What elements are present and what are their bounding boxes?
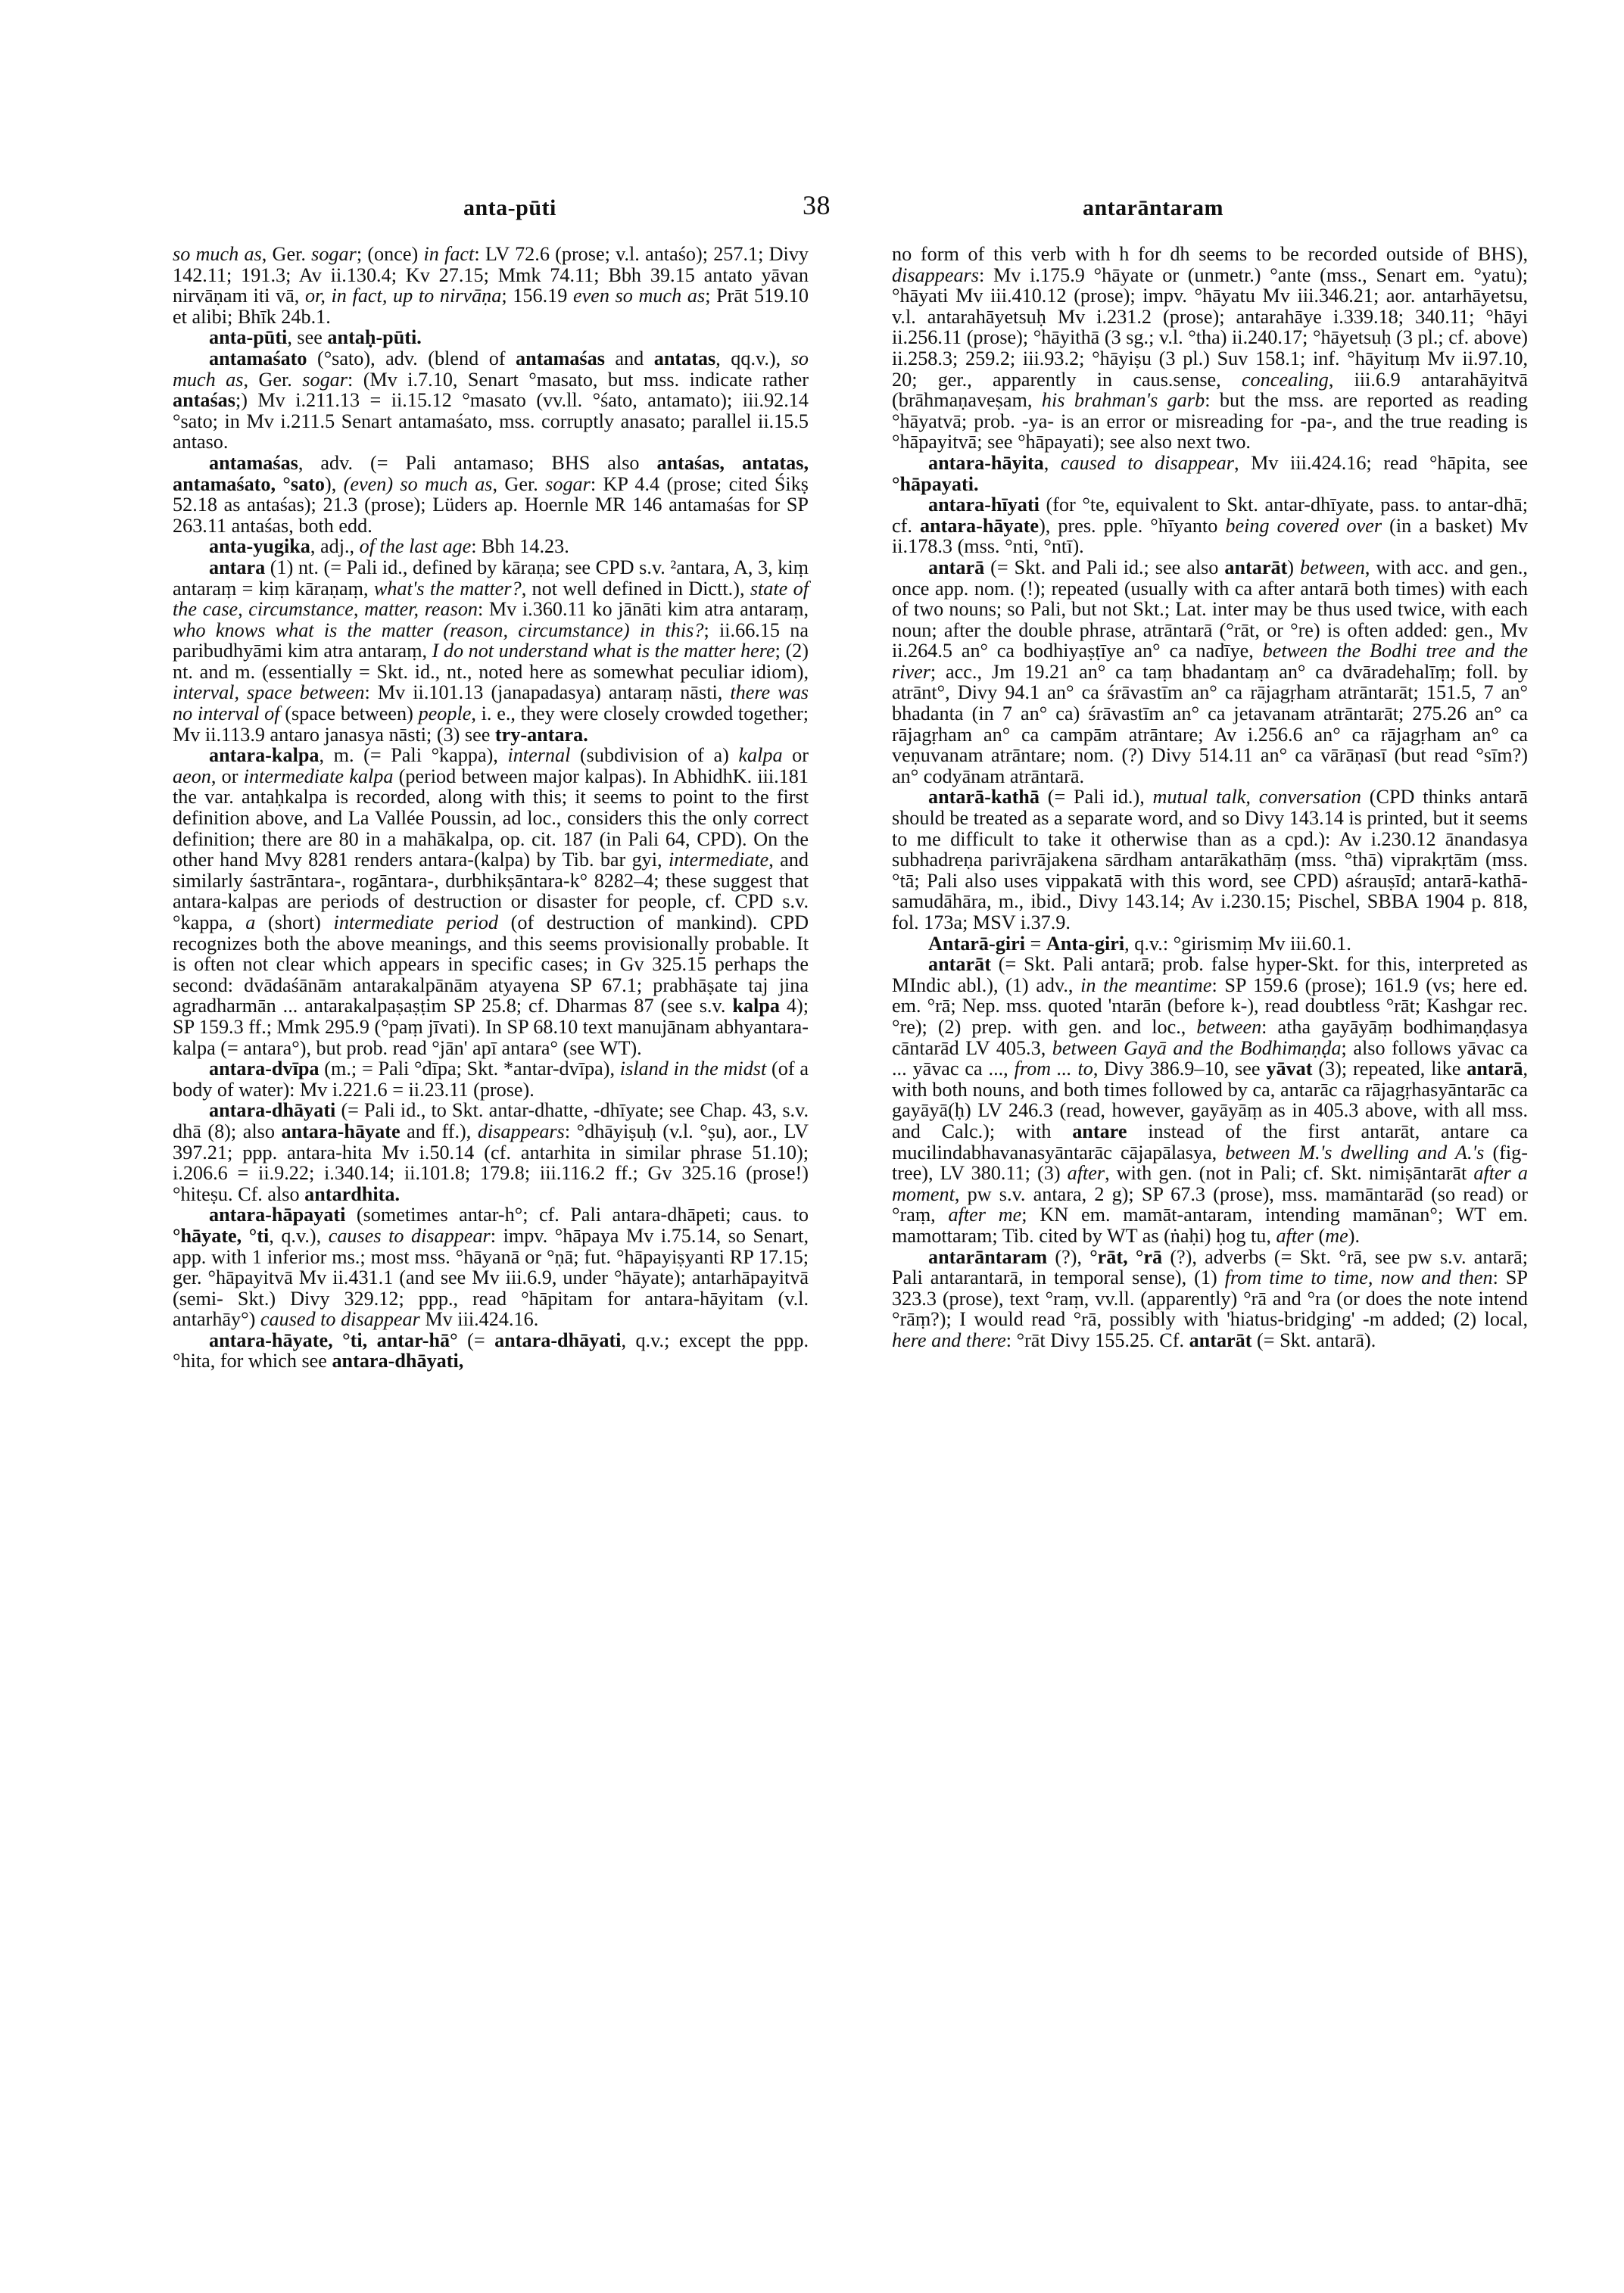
- headword: °rāt, °rā: [1089, 1245, 1163, 1268]
- gloss: sogar: [311, 243, 357, 265]
- gloss: interval, space between: [173, 681, 365, 704]
- dictionary-entry: [173, 745, 809, 1058]
- entry-text: , with gen. (not in Pali; cf. Skt. nimiṣāntarāt: [1105, 1162, 1474, 1185]
- entry-text: ; (2) nt. and m. (essentially = Skt. id., nt., noted here as somewhat peculiar idiom),: [173, 640, 809, 683]
- headword: antarāntaram: [928, 1245, 1048, 1268]
- left-guide-word: anta-pūti: [463, 195, 556, 220]
- entry-text: ; ii.66.15 na paribudhyāmi kim atra antaraṃ,: [173, 618, 809, 662]
- gloss: in fact: [423, 243, 475, 265]
- dictionary-entry: [173, 1204, 809, 1330]
- headword: antarā: [1467, 1058, 1523, 1080]
- gloss: of the last age: [359, 535, 472, 558]
- headword: °hāpayati.: [892, 472, 979, 495]
- gloss: his brahman's garb: [1041, 389, 1205, 412]
- entry-text: and: [604, 347, 654, 369]
- gloss: sogar: [302, 368, 348, 391]
- gloss: concealing: [1241, 368, 1329, 391]
- gloss: from time to time, now and then: [1224, 1266, 1493, 1289]
- entry-text: : LV 72.6 (prose; v.l. antaśo); 257.1; Divy 142.11; 191.3; Av ii.130.4; Kv 27.15; Mmk 74.11; Bbh 39.15 antato yāvan nirvāṇam iti vā,: [173, 243, 809, 307]
- gloss: kalpa: [738, 744, 783, 767]
- entry-text: : Mv i.360.11 ko jānāti kim atra antaraṃ,: [478, 598, 809, 621]
- right-column: [892, 244, 1528, 1351]
- headword: try-antara.: [494, 723, 588, 746]
- entry-text: , iii.6.9 antarahāyitvā (brāhmaṇaveṣam,: [892, 368, 1528, 412]
- entry-text: ; also follows yāvac ca ... yāvac ca ...,: [892, 1036, 1528, 1080]
- dictionary-entry: [173, 1330, 809, 1372]
- dictionary-entry: [892, 494, 1528, 557]
- dictionary-entry: [892, 453, 1528, 494]
- entry-text: ), pres. pple. °hīyanto: [1039, 514, 1226, 537]
- entry-text: Mv iii.424.16.: [419, 1308, 539, 1331]
- entry-text: , adj.,: [310, 535, 360, 558]
- entry-text: , with acc. and gen., once app. nom. (!); repeated (usually with ca after antarā both times) with each of two nouns; so Pali, but not Skt.; Lat. inter may be thus used twice, with each noun; after the double phrase, atrāntarā (°rāt, or °re) is often added: gen., Mv ii.264.5 an° ca bodhiyaṣṭīye an° ca nadīye,: [892, 556, 1528, 662]
- entry-text: (=: [457, 1329, 495, 1351]
- entry-text: (CPD thinks antarā should be treated as a separate word, and so Divy 143.14 is printed, but it seems to me difficult to take it otherwise than as a cpd.): Av i.230.12 ānandasya subhadreṇa parivrājakena sārdham antarākathāṃ (mss. °thā) viprakṛtām (mss. °tā; Pali also uses vippakatā with this word, see CPD) aśrauṣīd; antarā-kathā-samudāhāra, m., ibid., Divy 143.14; Av i.230.15; Pischel, SBBA 1904 p. 818, fol. 173a; MSV i.37.9.: [892, 786, 1528, 933]
- dictionary-entry: [173, 1058, 809, 1100]
- left-column: [173, 244, 809, 1372]
- entry-text: , adv. (= Pali antamaso; BHS also: [298, 451, 657, 474]
- headword: antarāt: [1189, 1329, 1252, 1351]
- headword: antarāt: [928, 953, 991, 976]
- entry-text: : atha gayāyāṃ bodhimaṇḍasya cāntarād LV 405.3,: [892, 1015, 1528, 1059]
- gloss: island in the midst: [619, 1058, 767, 1080]
- headword: antara-hāyita: [928, 451, 1044, 474]
- entry-text: , qq.v.),: [715, 347, 791, 369]
- entry-text: or: [782, 744, 809, 767]
- gloss: there was no interval of: [173, 681, 809, 725]
- entry-text: ; 156.19: [501, 285, 573, 307]
- dictionary-entry: [173, 244, 809, 327]
- headword: antara-hīyati: [928, 494, 1040, 516]
- headword: Antarā-giri: [928, 932, 1025, 955]
- headword: antara-hāyate: [281, 1120, 401, 1142]
- entry-text: : impv. °hāpaya Mv i.75.14, so Senart, app. with 1 inferior ms.; most mss. °hāyanā or °ṇā; fut. °hāpayiṣyanti RP 17.15; ger. °hāpayitvā Mv ii.431.1 (and see Mv iii.6.9, under °hāyate); antarhāpayitvā (semi- Skt.) Divy 329.12; ppp., read °hāpitam for antara-hāyitam (v.l. antarhāy°): [173, 1224, 809, 1331]
- dictionary-entry: [173, 1100, 809, 1204]
- entry-text: and ff.),: [400, 1120, 478, 1142]
- headword: antamaśas: [516, 347, 605, 369]
- entry-text: ; KN em. mamāt-antaram, intending mamānan°; WT em. mamottaram; Tib. cited by WT as (ṅaḥi) ḥog tu,: [892, 1204, 1528, 1247]
- gloss: state of the case, circumstance, matter, reason: [173, 577, 809, 621]
- entry-text: , not well defined in Dictt.),: [521, 577, 750, 600]
- gloss: even so much as: [572, 285, 706, 307]
- headword: antara-dhāyati: [209, 1099, 336, 1122]
- headword: antara-hāyate, °ti, antar-hā°: [209, 1329, 458, 1351]
- headword: antarā-kathā: [928, 786, 1040, 808]
- entry-text: (3); repeated, like: [1312, 1058, 1467, 1080]
- entry-text: ,: [1043, 451, 1061, 474]
- entry-text: , Ger.: [261, 243, 312, 265]
- gloss: aeon: [173, 765, 211, 787]
- entry-text: (= Skt. antarā).: [1252, 1329, 1376, 1351]
- entry-text: (= Skt. Pali antarā; prob. false hyper-Skt. for this, interpreted as MIndic abl.), (1) adv.,: [892, 953, 1528, 996]
- dictionary-entry: [892, 933, 1528, 955]
- entry-text: (sometimes antar-h°; cf. Pali antara-dhāpeti; caus. to: [345, 1204, 809, 1226]
- gloss: from ... to: [1014, 1058, 1093, 1080]
- entry-text: (fig-tree), LV 380.11; (3): [892, 1141, 1528, 1185]
- entry-text: , see: [287, 326, 328, 349]
- entry-text: , Divy 386.9–10, see: [1093, 1058, 1267, 1080]
- gloss: causes to disappear: [328, 1224, 491, 1247]
- entry-text: (space between): [279, 703, 419, 725]
- entry-text: , with both nouns, and both times followed by ca, antarāc ca rājagṛhasyāntarāc ca gayāyā(ḥ) LV 246.3 (read, however, gayāyāṃ as in 405.3 above, with all mss. and Calc.); with: [892, 1058, 1528, 1142]
- headword: yāvat: [1266, 1058, 1313, 1080]
- headword: °hāyate, °ti: [173, 1224, 270, 1247]
- headword: antaśas, antatas, antamaśato, °sato: [173, 451, 809, 495]
- entry-text: (period between major kalpas). In AbhidhK. iii.181 the var. antaḥkalpa is recorded, along with this; it seems to point to the first definition above, and La Vallée Poussin, ad loc., considers this the only correct definition; there are 80 in a mahākalpa, op. cit. 187 (in Pali 64, CPD). On the other hand Mvy 8281 renders antara-(kalpa) by Tib. bar gyi,: [173, 765, 809, 871]
- headword: Anta-giri: [1046, 932, 1125, 955]
- gloss: mutual talk, conversation: [1152, 786, 1361, 808]
- gloss: between the Bodhi tree and the river: [892, 640, 1528, 683]
- headword: antarāt: [1224, 556, 1288, 578]
- entry-text: no form of this verb with h for dh seems to be recorded outside of BHS),: [892, 243, 1528, 265]
- entry-text: : Bbh 14.23.: [471, 535, 569, 558]
- entry-text: , or: [210, 765, 244, 787]
- dictionary-entry: [892, 557, 1528, 787]
- entry-text: ; (once): [356, 243, 424, 265]
- entry-text: (m.; = Pali °dīpa; Skt. *antar-dvīpa),: [319, 1058, 620, 1080]
- gloss: (even) so much as: [343, 472, 493, 495]
- headword: anta-pūti: [209, 326, 288, 349]
- gloss: in the meantime: [1080, 974, 1212, 996]
- entry-text: , and similarly śastrāntara-, rogāntara-, durbhikṣāntara-k° 8282–4; these suggest that antara-kalpas are periods of destruction or disaster for people, cf. CPD s.v. °kappa,: [173, 849, 809, 933]
- entry-text: , pw s.v. antara, 2 g); SP 67.3 (prose), mss. mamāntarād (so read) or °raṃ,: [892, 1182, 1528, 1226]
- gloss: internal: [507, 744, 571, 767]
- gloss: between Gayā and the Bodhimaṇḍa: [1052, 1036, 1342, 1059]
- entry-text: (in a basket) Mv ii.178.3 (mss. °nti, °ntī).: [892, 514, 1528, 558]
- entry-text: (for °te, equivalent to Skt. antar-dhīyate, pass. to antar-dhā; cf.: [892, 494, 1528, 537]
- entry-text: , Mv iii.424.16; read °hāpita, see: [1233, 451, 1528, 474]
- headword: antara-dhāyati,: [332, 1350, 464, 1372]
- gloss: what's the matter?: [373, 577, 522, 600]
- gloss: after me: [948, 1204, 1022, 1226]
- headword: antara-hāpayati: [209, 1204, 346, 1226]
- entry-text: (?), adverbs (= Skt. °rā, see pw s.v. antarā; Pali antarantarā, in temporal sense), (1): [892, 1245, 1528, 1289]
- entry-text: (°sato), adv. (blend of: [307, 347, 516, 369]
- gloss: so much as: [173, 347, 809, 391]
- entry-continuation: [892, 244, 1528, 453]
- entry-text: (of destruction of mankind). CPD recognizes both the above meanings, and this seems provisionally probable. It is often not clear which appears in specific cases; in Gv 325.15 perhaps the second: dvādaśānām antarakalpānām atyayena SP 67.1; prabhāṣate taj jina agradharmān ... antarakalpaṣaṣṭim SP 25.8; cf. Dharmas 87 (see s.v.: [173, 911, 809, 1017]
- gloss: here and there: [892, 1329, 1006, 1351]
- headword: antara-kalpa: [209, 744, 320, 767]
- headword: antara: [209, 556, 266, 578]
- headword: antare: [1072, 1120, 1127, 1142]
- entry-text: (= Pali id.),: [1039, 786, 1153, 808]
- gloss: after a moment: [892, 1162, 1528, 1205]
- entry-text: (1) nt. (= Pali id., defined by kāraṇa; see CPD s.v. ²antara, A, 3, kiṃ antaraṃ = kiṃ kāraṇaṃ,: [173, 556, 809, 600]
- entry-text: (= Skt. and Pali id.; see also: [984, 556, 1225, 578]
- page-number: 38: [803, 190, 831, 220]
- gloss: people: [418, 703, 472, 725]
- dictionary-entry: [173, 557, 809, 745]
- entry-text: , q.v.),: [269, 1224, 329, 1247]
- headword: antara-dhāyati: [494, 1329, 622, 1351]
- entry-text: =: [1025, 932, 1046, 955]
- gloss: me: [1325, 1224, 1348, 1247]
- headword: antamaśato: [209, 347, 307, 369]
- right-guide-word: antarāntaram: [1083, 195, 1223, 220]
- entry-text: ),: [324, 472, 344, 495]
- gloss: or, in fact, up to nirvāṇa: [304, 285, 502, 307]
- headword: antaḥ-pūti.: [327, 326, 422, 349]
- entry-text: : °dhāyiṣuḥ (v.l. °ṣu), aor., LV 397.21; ppp. antara-hita Mv i.50.14 (cf. antarhita in similar phrase 51.10); i.206.6 = ii.9.22; i.340.14; ii.101.8; 179.8; iii.116.2 ff.; Gv 325.16 (prose!) °hiteṣu. Cf. also: [173, 1120, 809, 1205]
- entry-text: : but the mss. are reported as reading °hāyatvā; prob. -ya- is an error or misreading for -pa-, and the true reading is °hāpayitvā; see °hāpayati); see also next two.: [892, 389, 1528, 453]
- gloss: I do not understand what is the matter here: [432, 640, 775, 662]
- entry-text: (: [1313, 1224, 1326, 1247]
- entry-text: : SP 159.6 (prose); 161.9 (vs; here ed. em. °rā; Nep. mss. quoted 'ntarān (before k-), read doubtless °rāt; Kashgar rec. °re); (2) prep. with gen. and loc.,: [892, 974, 1529, 1038]
- gloss: so much as: [173, 243, 262, 265]
- entry-text: , q.v.; except the ppp. °hita, for which see: [173, 1329, 809, 1372]
- gloss: intermediate period: [333, 911, 498, 933]
- entry-text: : Mv i.175.9 °hāyate or (unmetr.) °ante (mss., Senart em. °yatu); °hāyati Mv iii.410.12 (prose); impv. °hāyatu Mv iii.346.21; aor. antarhāyetsu, v.l. antarahāyetsuḥ Mv i.231.2 (prose); antarahāye i.339.18; 340.11; °hāyi ii.256.11 (prose); °hāyithā (3 sg.; v.l. °tha) ii.240.17; °hāyetsuḥ (3 pl.; cf. above) ii.258.3; 259.2; iii.93.2; °hāyiṣu (3 pl.) Suv 158.1; inf. °hāyituṃ Mv ii.97.10, 20; ger., apparently in caus.sense,: [892, 263, 1528, 391]
- entry-text: : (Mv i.7.10, Senart °masato, but mss. indicate rather: [347, 368, 809, 391]
- entry-text: ;) Mv i.211.13 = ii.15.12 °masato (vv.ll. °śato, antamato); iii.92.14 °sato; in Mv i.211.5 Senart antamaśato, mss. corruptly anasato; parallel ii.15.5 antaso.: [173, 389, 809, 453]
- headword: anta-yugika: [209, 535, 310, 558]
- dictionary-entry: [892, 1247, 1528, 1351]
- headword: antara-dvīpa: [209, 1058, 320, 1080]
- entry-text: (short): [255, 911, 334, 933]
- entry-text: , q.v.: °girismiṃ Mv iii.60.1.: [1124, 932, 1351, 955]
- headword: antatas: [653, 347, 716, 369]
- entry-text: instead of the first antarāt, antare ca mucilindabhavanasyāntarāc cājapālasya,: [892, 1120, 1528, 1164]
- headword: antaśas: [173, 389, 235, 412]
- entry-text: 4); SP 159.3 ff.; Mmk 295.9 (°paṃ jīvati). In SP 68.10 text manujānam abhyantara-kalpa (= antara°), but prob. read °jān' apī antara° (see WT).: [173, 995, 809, 1059]
- dictionary-entry: [173, 348, 809, 453]
- gloss: sogar: [545, 472, 591, 495]
- gloss: between: [1300, 556, 1365, 578]
- gloss: a: [245, 911, 256, 933]
- headword: antara-hāyate: [919, 514, 1040, 537]
- entry-text: : °rāt Divy 155.25. Cf.: [1005, 1329, 1189, 1351]
- entry-text: : Mv ii.101.13 (janapadasya) antaraṃ nāsti,: [364, 681, 731, 704]
- headword: kalpa: [732, 995, 780, 1017]
- headword: antarā: [928, 556, 985, 578]
- entry-text: (of a body of water): Mv i.221.6 = ii.23.11 (prose).: [173, 1058, 809, 1101]
- entry-text: ): [1287, 556, 1300, 578]
- entry-text: : KP 4.4 (prose; cited Śikṣ 52.18 as antaśas); 21.3 (prose); Lüders ap. Hoernle MR 146 antamaśas for SP 263.11 antaśas, both edd.: [173, 472, 809, 537]
- gloss: being covered over: [1225, 514, 1382, 537]
- entry-text: , i. e., they were closely crowded together; Mv ii.113.9 antaro janasya nāsti; (3) see: [173, 703, 809, 746]
- gloss: after: [1067, 1162, 1105, 1185]
- headword: antamaśas: [209, 451, 298, 474]
- gloss: who knows what is the matter (reason, circumstance) in this?: [173, 618, 704, 641]
- dictionary-entry: [173, 453, 809, 536]
- gloss: between M.'s dwelling and A.'s: [1225, 1141, 1485, 1164]
- entry-text: ).: [1348, 1224, 1361, 1247]
- entry-text: , Ger.: [492, 472, 546, 495]
- entry-text: (subdivision of a): [570, 744, 739, 767]
- dictionary-entry: [892, 787, 1528, 933]
- entry-text: ; acc., Jm 19.21 an° ca taṃ bhadantaṃ an° ca dvāradehalīṃ; foll. by atrānt°, Divy 94.1 an° ca śrāvastīm an° ca rājagṛham atrāntarāt; 151.5, 7 an° bhadanta (in 7 an° ca) śrāvastīm an° ca jetavanam atrāntarāt; 275.26 an° ca rājagṛham an° ca campām atrāntare; Av i.256.6 an° ca rājagṛham an° ca veṇuvanam atrāntare; nom. (?) Divy 514.11 an° ca vārāṇasī (but read °sīm?) an° codyānam atrāntarā.: [892, 660, 1528, 787]
- gloss: caused to disappear: [260, 1308, 420, 1331]
- entry-text: (= Pali id., to Skt. antar-dhatte, -dhīyate; see Chap. 43, s.v. dhā (8); also: [173, 1099, 809, 1142]
- gloss: caused to disappear: [1060, 451, 1234, 474]
- dictionary-entry: [892, 954, 1528, 1246]
- gloss: intermediate: [668, 849, 769, 871]
- gloss: disappears: [477, 1120, 565, 1142]
- entry-text: , m. (= Pali °kappa),: [319, 744, 508, 767]
- gloss: disappears: [892, 263, 979, 286]
- dictionary-entry: [173, 536, 809, 557]
- entry-text: , Ger.: [243, 368, 303, 391]
- entry-text: (?),: [1047, 1245, 1090, 1268]
- entry-text: : SP 323.3 (prose), text °raṃ, vv.ll. (apparently) °rā and °ra (or does the note intend °rāṃ?); I would read °rā, possibly with 'hiatus-bridging' -m added; (2) local,: [892, 1266, 1528, 1331]
- gloss: after: [1276, 1224, 1314, 1247]
- dictionary-entry: [173, 327, 809, 348]
- gloss: between: [1196, 1015, 1262, 1038]
- headword: antardhita.: [304, 1182, 401, 1205]
- gloss: intermediate kalpa: [243, 765, 394, 787]
- entry-text: ; Prāt 519.10 et alibi; Bhīk 24b.1.: [173, 285, 809, 328]
